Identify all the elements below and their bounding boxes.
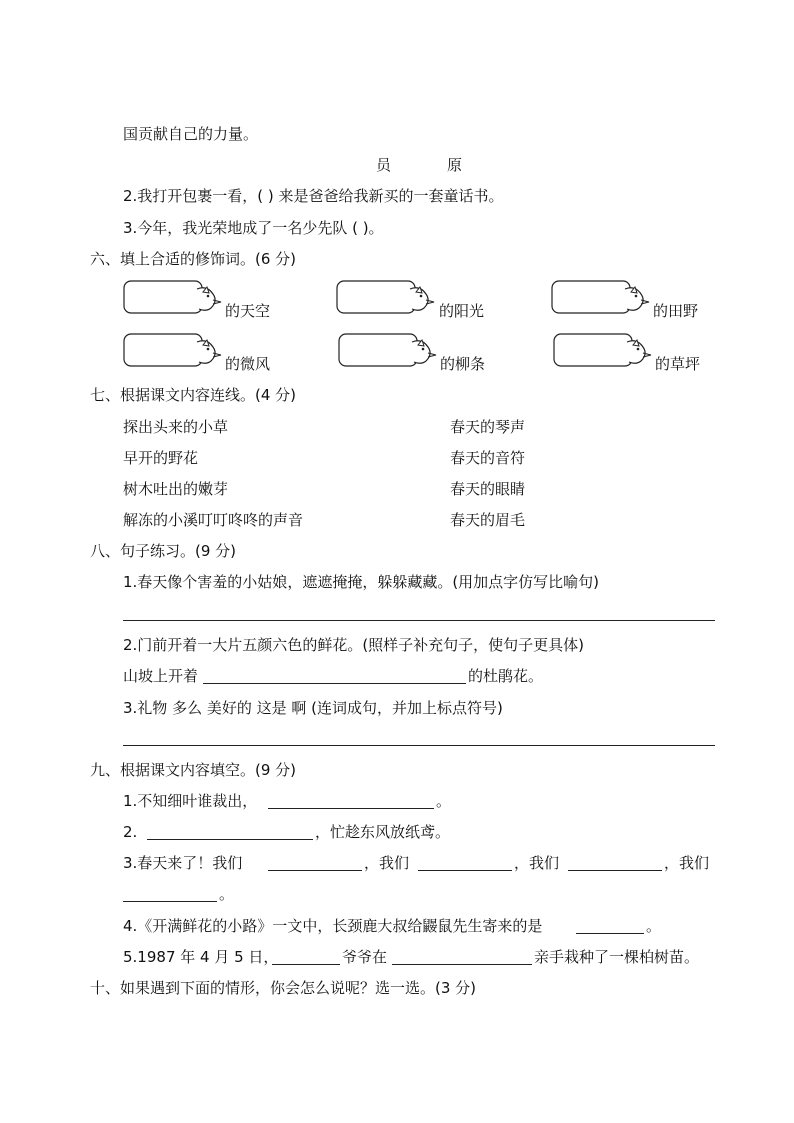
q7-title: 七、根据课文内容连线。(4 分) xyxy=(90,386,297,404)
answer-blank-q9-3-d[interactable] xyxy=(123,901,217,902)
bird-shape-icon xyxy=(123,333,223,369)
q9-title: 九、根据课文内容填空。(9 分) xyxy=(90,761,297,779)
answer-blank-q9-3-c[interactable] xyxy=(568,870,662,871)
continuation-text: 国贡献自己的力量。 xyxy=(123,125,259,143)
q9-item-4-suffix: 。 xyxy=(646,917,662,935)
answer-line-q8-3[interactable] xyxy=(123,745,715,746)
bird-label-2: 的阳光 xyxy=(439,302,485,320)
q9-item-5-a: 5.1987 年 4 月 5 日， xyxy=(123,948,279,966)
q9-item-3-a: 3.春天来了！我们 xyxy=(123,854,243,872)
match-right-4[interactable]: 春天的眉毛 xyxy=(450,511,526,529)
bird-label-5: 的柳条 xyxy=(440,355,486,373)
q9-item-3-end: 。 xyxy=(219,885,235,903)
q9-item-2-prefix: 2. xyxy=(123,823,138,841)
bird-shape-icon xyxy=(338,333,438,369)
match-left-2[interactable]: 早开的野花 xyxy=(123,449,199,467)
char-option-1: 员 xyxy=(376,156,392,174)
q9-item-3-b: ，我们 xyxy=(364,854,410,872)
q9-item-5-b: 爷爷在 xyxy=(342,948,388,966)
q5-item-3: 3.今年，我光荣地成了一名少先队 ( )。 xyxy=(123,219,384,237)
q9-item-5-c: 亲手栽种了一棵柏树苗。 xyxy=(534,948,700,966)
bird-shape-icon xyxy=(336,280,436,316)
bird-blank-5[interactable] xyxy=(338,333,438,373)
q9-item-1-prefix: 1.不知细叶谁裁出， xyxy=(123,792,258,810)
bird-shape-icon xyxy=(553,333,653,369)
answer-blank-q9-1[interactable] xyxy=(268,808,434,809)
q9-item-1-suffix: 。 xyxy=(436,792,452,810)
q8-item-1: 1.春天像个害羞的小姑娘，遮遮掩掩，躲躲藏藏。(用加点字仿写比喻句) xyxy=(123,573,600,591)
bird-blank-4[interactable] xyxy=(123,333,223,373)
match-left-1[interactable]: 探出头来的小草 xyxy=(123,418,229,436)
answer-blank-q9-2[interactable] xyxy=(147,839,313,840)
q8-title: 八、句子练习。(9 分) xyxy=(90,542,237,560)
q8-item-2-prefix: 山坡上开着 xyxy=(123,667,199,685)
match-left-4[interactable]: 解冻的小溪叮叮咚咚的声音 xyxy=(123,511,304,529)
q8-item-2-suffix: 的杜鹃花。 xyxy=(468,667,544,685)
bird-shape-icon xyxy=(551,280,651,316)
q9-item-3-d: ，我们 xyxy=(664,854,710,872)
bird-blank-1[interactable] xyxy=(123,280,223,320)
bird-label-6: 的草坪 xyxy=(655,355,701,373)
match-right-1[interactable]: 春天的琴声 xyxy=(450,418,526,436)
answer-blank-q9-3-b[interactable] xyxy=(418,870,512,871)
match-right-3[interactable]: 春天的眼睛 xyxy=(450,480,526,498)
q10-title: 十、如果遇到下面的情形，你会怎么说呢？选一选。(3 分) xyxy=(90,979,477,997)
answer-blank-q9-3-a[interactable] xyxy=(268,870,362,871)
char-option-2: 原 xyxy=(447,156,463,174)
q9-item-2-suffix: ，忙趁东风放纸鸢。 xyxy=(315,823,451,841)
q6-title: 六、填上合适的修饰词。(6 分) xyxy=(90,250,297,268)
q5-item-2: 2.我打开包裹一看，( ) 来是爸爸给我新买的一套童话书。 xyxy=(123,187,504,205)
q8-item-2: 2.门前开着一大片五颜六色的鲜花。(照样子补充句子，使句子更具体) xyxy=(123,636,585,654)
q8-item-3: 3.礼物 多么 美好的 这是 啊 (连词成句，并加上标点符号) xyxy=(123,699,503,717)
answer-blank-q9-4[interactable] xyxy=(576,933,644,934)
q9-item-3-c: ，我们 xyxy=(514,854,560,872)
bird-label-4: 的微风 xyxy=(225,355,271,373)
match-left-3[interactable]: 树木吐出的嫩芽 xyxy=(123,480,229,498)
bird-blank-3[interactable] xyxy=(551,280,651,320)
bird-label-3: 的田野 xyxy=(653,302,699,320)
answer-blank-q9-5-a[interactable] xyxy=(272,964,340,965)
answer-blank-q8-2[interactable] xyxy=(203,683,466,684)
answer-blank-q9-5-b[interactable] xyxy=(392,964,532,965)
bird-label-1: 的天空 xyxy=(225,302,271,320)
bird-shape-icon xyxy=(123,280,223,316)
bird-blank-2[interactable] xyxy=(336,280,436,320)
q9-item-4-prefix: 4.《开满鲜花的小路》一文中，长颈鹿大叔给鼹鼠先生寄来的是 xyxy=(123,917,543,935)
match-right-2[interactable]: 春天的音符 xyxy=(450,449,526,467)
answer-line-q8-1[interactable] xyxy=(123,620,715,621)
bird-blank-6[interactable] xyxy=(553,333,653,373)
